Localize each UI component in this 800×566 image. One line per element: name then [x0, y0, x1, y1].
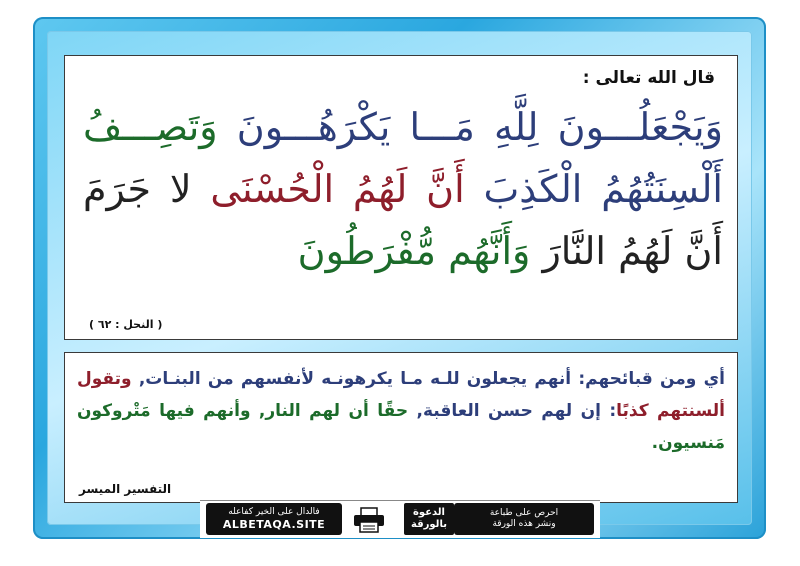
dawah-logo: [404, 503, 454, 535]
footer-slogan: فالدال على الخير كفاعله: [228, 506, 320, 517]
print-notice-box: [454, 503, 594, 535]
verse-segment: أَلْسِنَتُهُمُ الْكَذِبَ: [464, 167, 723, 211]
verse-segment: أَنَّ لَهُمُ الْحُسْنَى: [210, 167, 465, 211]
tafsir-source: التفسير الميسر: [79, 482, 172, 496]
quran-verse: [83, 96, 723, 282]
tafsir-segment: : إن لهم حسن العاقبة,: [408, 401, 617, 421]
tafsir-segment: أي ومن قبائحهم: أنهم يجعلون للـه مـا يكرهونـه لأنفسهم من البنـات,: [131, 369, 725, 389]
verse-segment: لا جَرَمَ أَنَّ لَهُمُ النَّارَ: [83, 167, 723, 273]
verse-segment: وَتَصِـــفُ: [83, 105, 218, 149]
tafsir-segment: حقًا أن لهم النار, وأنهم فيها مَتْروكون مَنسيون.: [77, 401, 725, 453]
printer-icon: [352, 507, 386, 533]
tafsir-segment: وتقول ألسنتهم كذبًا: [77, 369, 725, 421]
print-notice-line: ونشر هذه الورقة: [492, 519, 556, 529]
verse-panel: [64, 55, 738, 340]
site-link-box[interactable]: [206, 503, 342, 535]
print-notice-line: احرص على طباعة: [489, 508, 559, 518]
footer-bar: [200, 500, 600, 538]
logo-line: بالورقة: [411, 519, 447, 530]
verse-segment: وَأَنَّهُم مُّفْرَطُونَ: [297, 229, 531, 273]
logo-line: الدعوة: [413, 507, 445, 518]
verse-intro: قال الله تعالى :: [582, 68, 715, 88]
tafsir-panel: [64, 352, 738, 503]
verse-reference: ( النحل : ٦٢ ): [89, 318, 163, 331]
tafsir-text: [77, 363, 725, 459]
verse-segment: وَيَجْعَلُـــونَ لِلَّهِ مَـــا يَكْرَهُـــونَ: [217, 105, 723, 149]
site-url[interactable]: ALBETAQA.SITE: [222, 517, 326, 531]
